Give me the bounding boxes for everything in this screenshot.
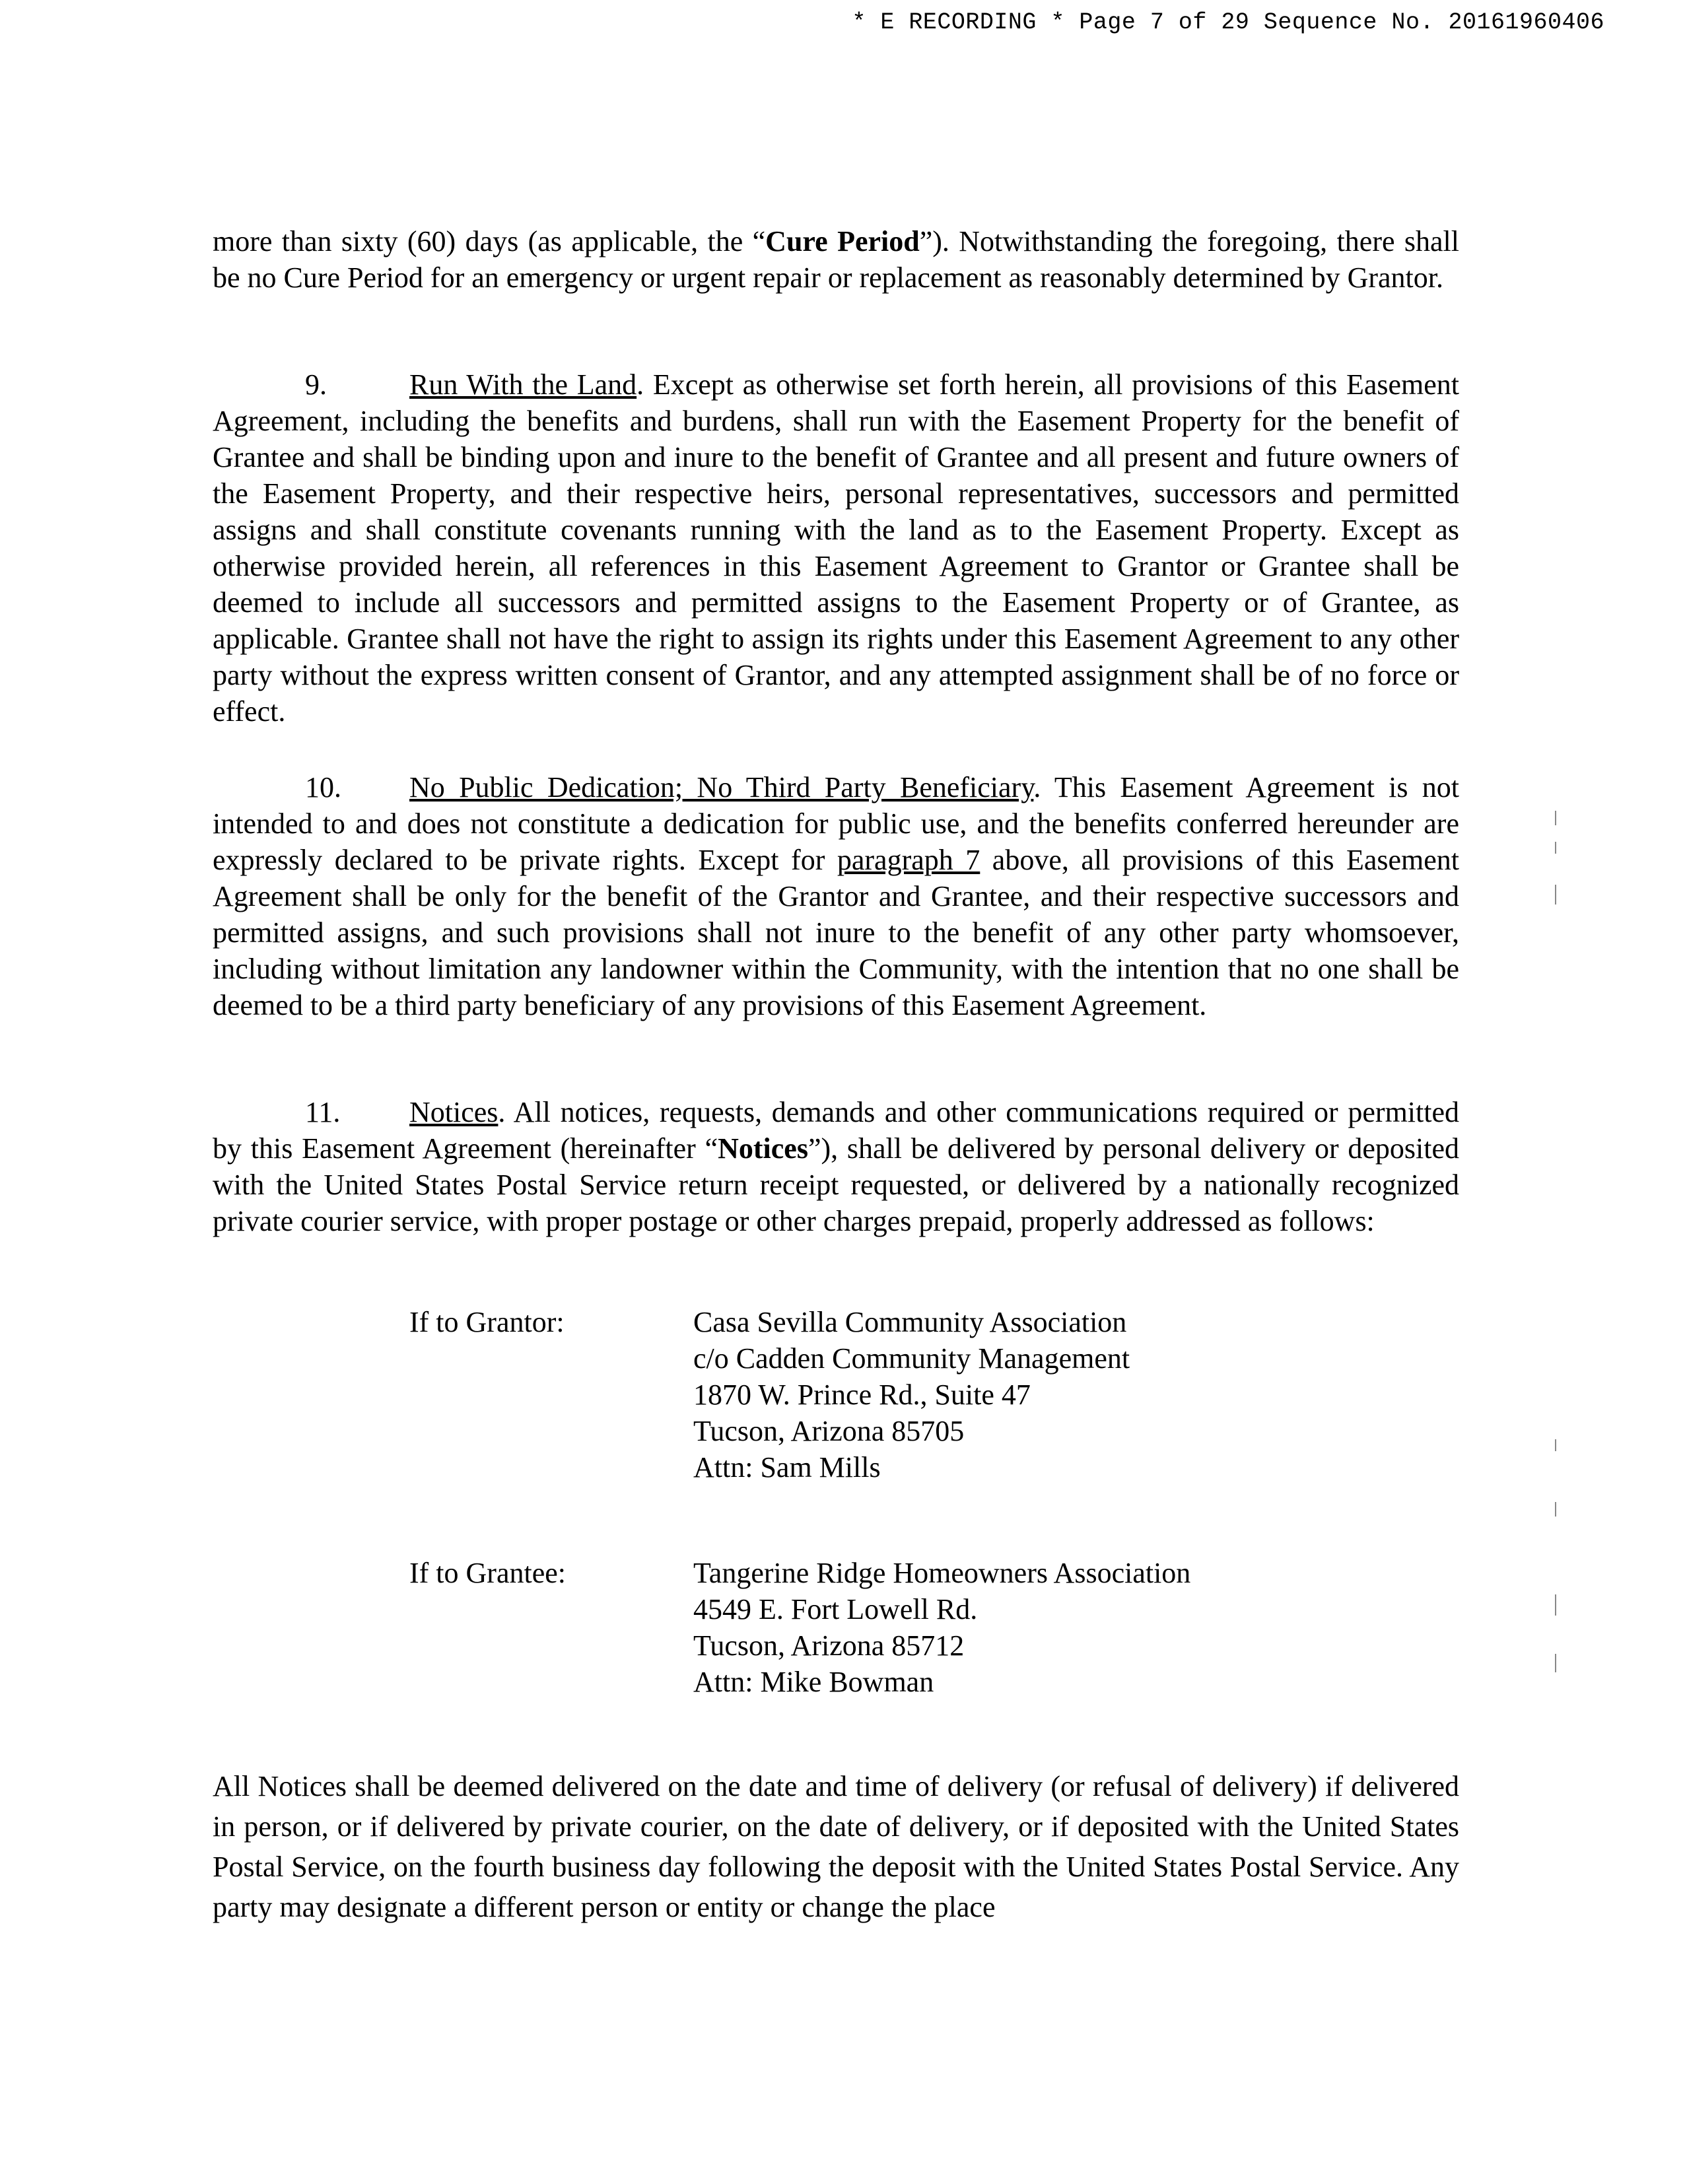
notices-delivery-paragraph [213,1766,1459,1927]
margin-scan-mark [1555,1439,1556,1451]
grantor-address-line: Casa Sevilla Community Association [693,1306,1127,1338]
section-10 [213,769,1459,1023]
cure-paragraph-before: more than sixty (60) days (as applicable, the “ [213,225,766,257]
section-10-text-after: above, all provisions of this Easement Agreement shall be only for the benefit of the Grantor and Grantee, and their respective successors and permitted assigns, and such provisions shall not inure to the benefit of any other party whomsoever, including without limitation any landowner within the Community, with the intention that no one shall be deemed to be a third party beneficiary of any provisions of this Easement Agreement. [213,844,1459,1021]
paragraph-7-reference: paragraph 7 [837,844,980,876]
margin-scan-mark [1555,1654,1556,1672]
notices-delivery-text: All Notices shall be deemed delivered on the date and time of delivery (or refusal of delivery) if delivered in person, or if delivered by private courier, on the date of delivery, or if deposited with the United States Postal Service, on the fourth business day following the deposit with the United States Postal Service. Any party may designate a different person or entity or change the place [213,1770,1459,1923]
section-11-number: 11. [305,1096,341,1128]
section-9 [213,366,1459,730]
cure-period-paragraph [213,223,1459,296]
recording-header: * E RECORDING * Page 7 of 29 Sequence No. 20161960406 [852,9,1604,36]
margin-scan-mark [1555,842,1556,854]
grantee-notice-label: If to Grantee: [409,1557,566,1589]
section-9-text: . Except as otherwise set forth herein, all provisions of this Easement Agreement, including the benefits and burdens, shall run with the Easement Property for the benefit of Grantee and shall be binding upon and inure to the benefit of Grantee and all present and future owners of the Easement Property, and their respective heirs, personal representatives, successors and permitted assigns and shall constitute covenants running with the land as to the Easement Property. Except as otherwise provided herein, all references in this Easement Agreement to Grantor or Grantee shall be deemed to include all successors and permitted assigns to the Easement Property or of Grantee, as applicable. Grantee shall not have the right to assign its rights under this Easement Agreement to any other party without the express written consent of Grantor, and any attempted assignment shall be of no force or effect. [213,368,1459,728]
cure-period-term: Cure Period [765,225,920,257]
section-11-heading: Notices [409,1096,499,1128]
section-10-heading: No Public Dedication; No Third Party Beneficiary [409,771,1034,803]
section-11-text-before: . All notices, requests, demands and other communications required or permitted by this Easement Agreement (hereinafter “ [213,1096,1459,1165]
grantor-notice-label: If to Grantor: [409,1306,565,1338]
grantee-address-line: 4549 E. Fort Lowell Rd. [693,1593,978,1625]
grantee-address-line: Tucson, Arizona 85712 [693,1629,965,1662]
grantor-address-line: c/o Cadden Community Management [693,1342,1130,1375]
grantor-address-line: Attn: Sam Mills [693,1451,881,1484]
margin-scan-mark [1555,811,1556,825]
grantee-address-block [693,1555,1190,1700]
margin-scan-mark [1555,1502,1556,1517]
grantor-address-line: Tucson, Arizona 85705 [693,1415,965,1447]
section-11-text-after: ”), shall be delivered by personal delivery or deposited with the United States Postal Service return receipt requested, or delivered by a nationally recognized private courier service, with proper postage or other charges prepaid, properly addressed as follows: [213,1132,1459,1237]
section-10-text-before: . This Easement Agreement is not intended to and does not constitute a dedication for public use, and the benefits conferred hereunder are expressly declared to be private rights. Except for [213,771,1459,876]
grantor-address-block [693,1304,1130,1485]
grantor-address-line: 1870 W. Prince Rd., Suite 47 [693,1379,1031,1411]
margin-scan-mark [1555,1594,1556,1616]
section-9-number: 9. [305,368,327,401]
margin-scan-mark [1555,885,1556,904]
section-9-heading: Run With the Land [409,368,637,401]
grantee-address-line: Tangerine Ridge Homeowners Association [693,1557,1191,1589]
cure-paragraph-after: ”). Notwithstanding the foregoing, there shall be no Cure Period for an emergency or urgent repair or replacement as reasonably determined by Grantor. [213,225,1459,294]
notices-term: Notices [718,1132,808,1165]
section-11 [213,1094,1459,1239]
grantee-address-line: Attn: Mike Bowman [693,1666,934,1698]
section-10-number: 10. [305,771,341,803]
